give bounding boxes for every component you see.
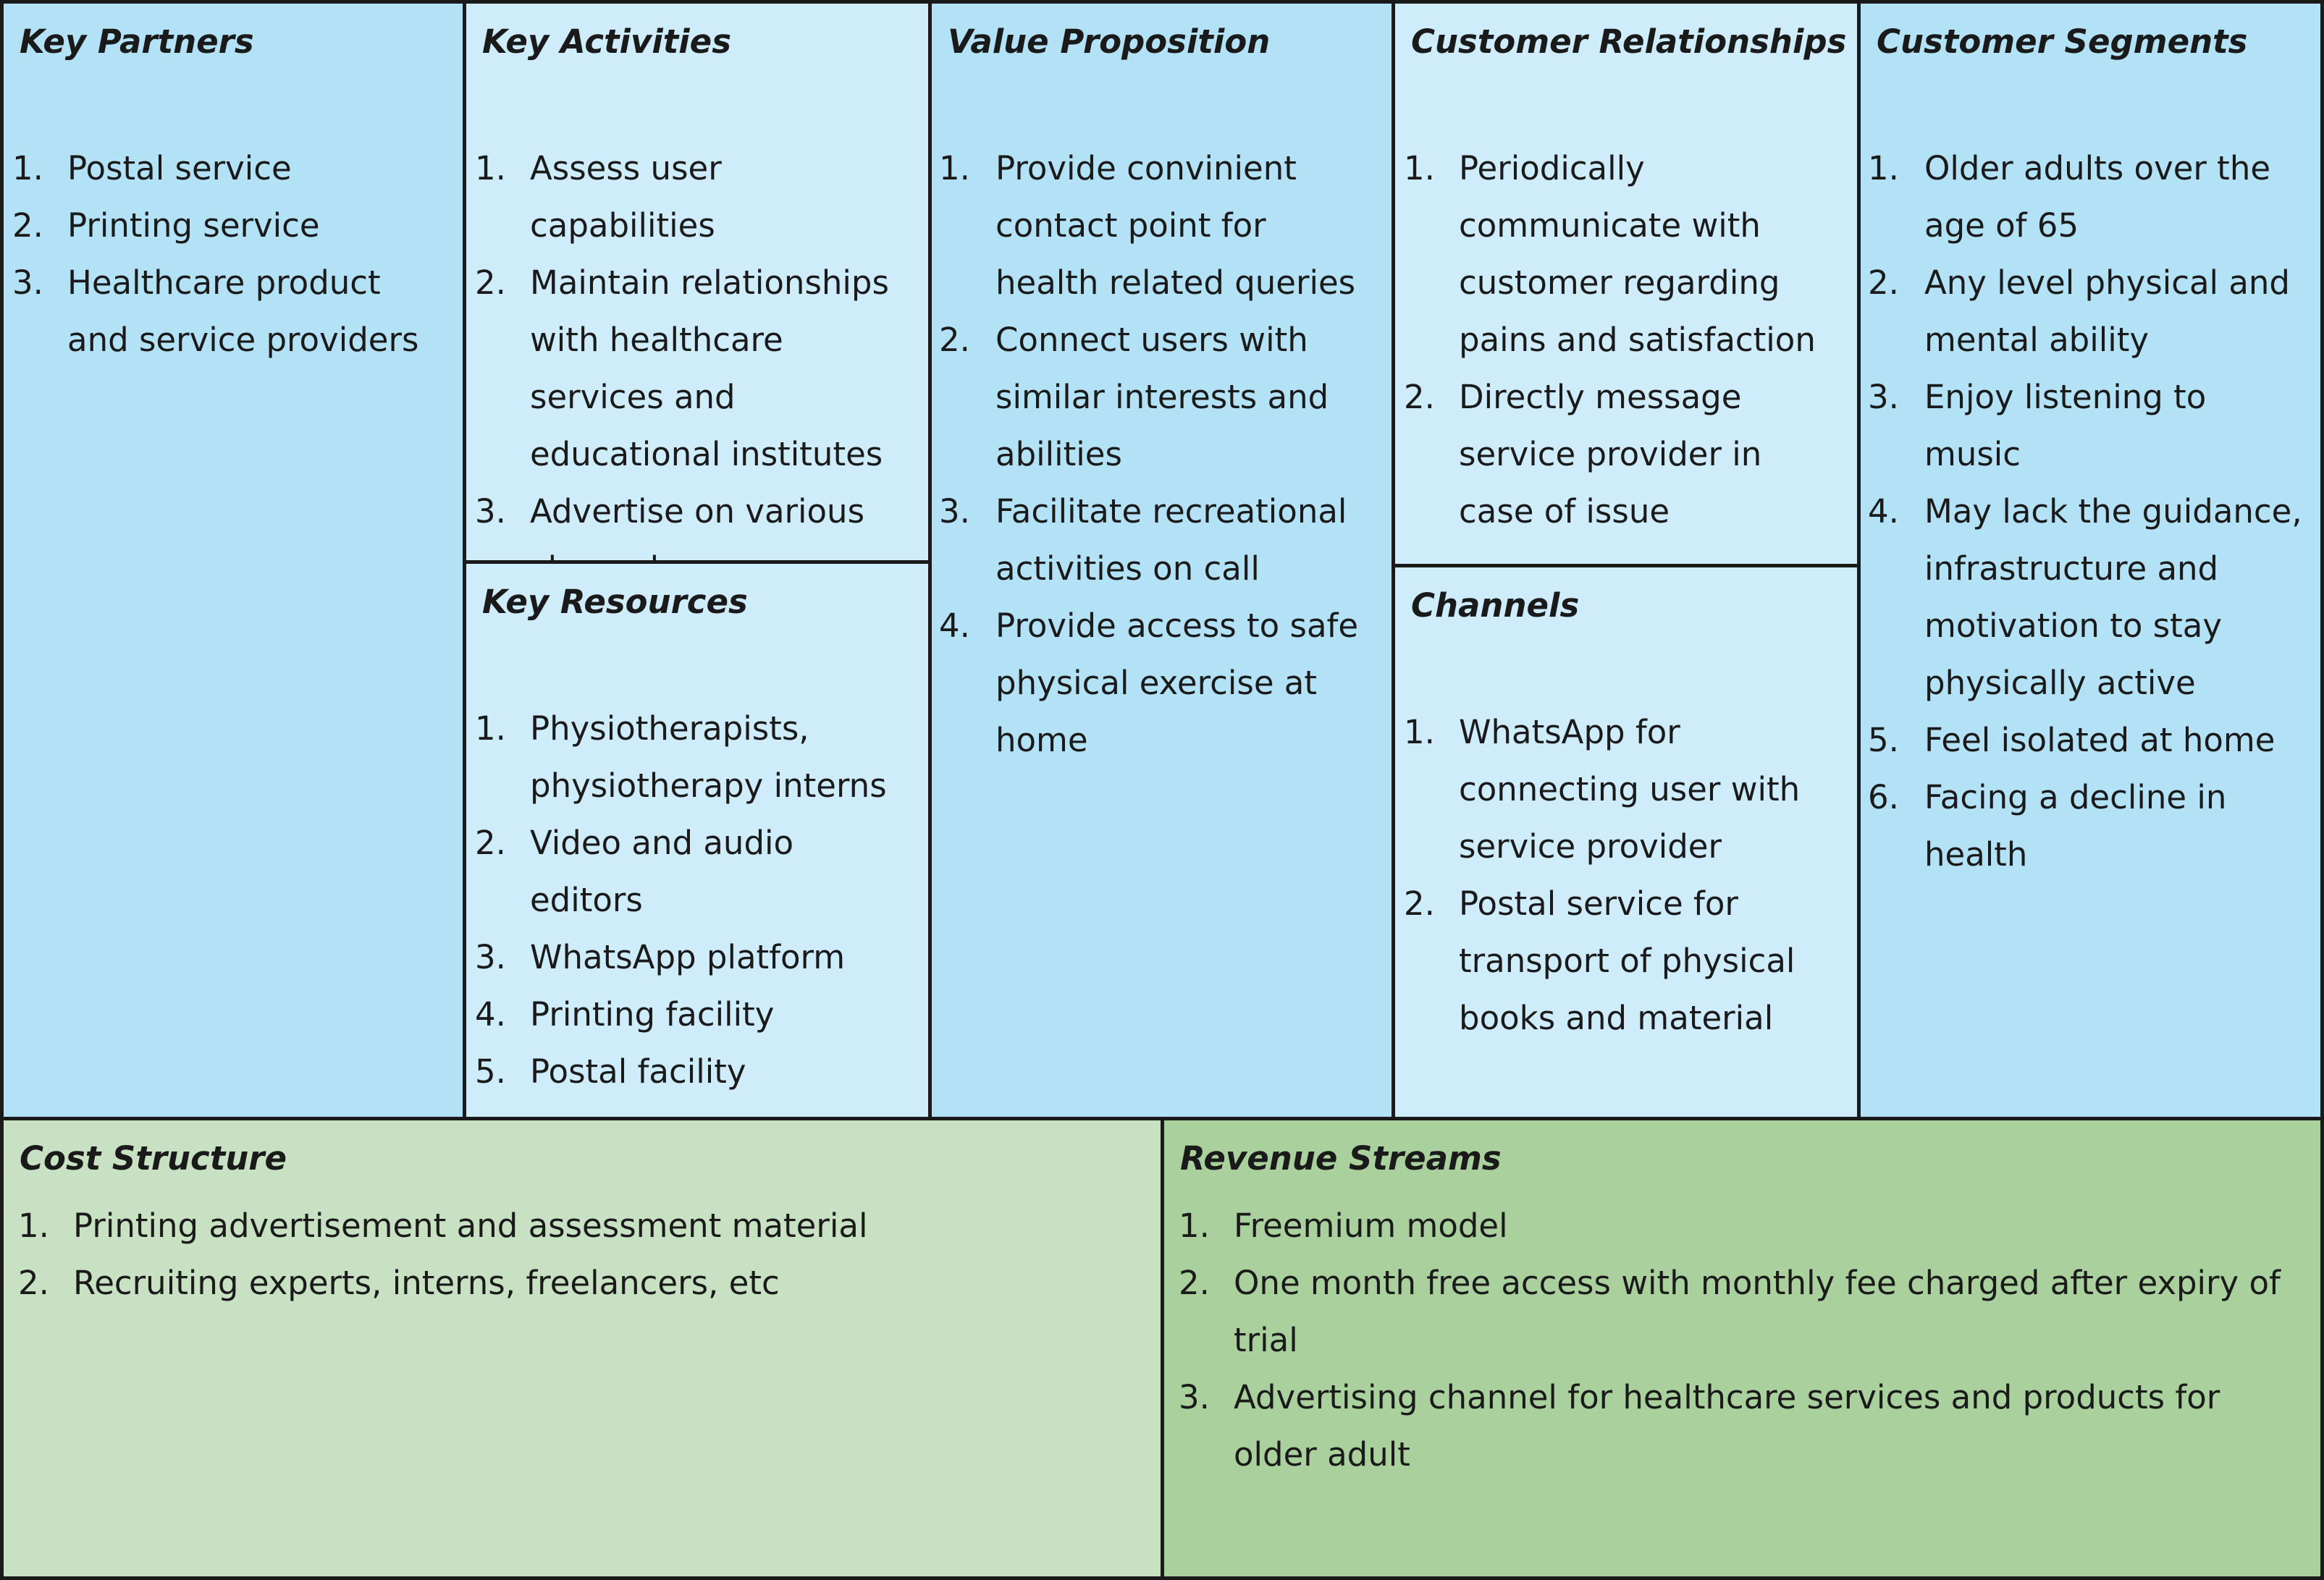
list-item xyxy=(475,929,912,986)
list-item xyxy=(939,483,1376,597)
key-activities-block xyxy=(463,0,932,564)
key-partners-block xyxy=(0,0,466,1120)
item-text: Printing facility xyxy=(530,995,775,1034)
item-text: Postal service for transport of physical books and material xyxy=(1459,884,1795,1037)
item-text: Connect users with similar interests and abilities xyxy=(995,321,1329,473)
list-item xyxy=(1404,140,1841,368)
item-text: Freemium model xyxy=(1234,1207,1508,1245)
item-number: 1. xyxy=(1404,713,1435,751)
item-number: 2. xyxy=(475,263,506,302)
item-number: 3. xyxy=(1179,1378,1210,1416)
item-number: 2. xyxy=(18,1264,49,1302)
item-number: 3. xyxy=(475,492,506,531)
item-text: One month free access with monthly fee charged after expiry of trial xyxy=(1234,1264,2281,1359)
item-number: 4. xyxy=(939,607,970,645)
customer-segments-title: Customer Segments xyxy=(1877,22,2248,61)
list-item xyxy=(1180,1197,2304,1254)
item-number: 5. xyxy=(1868,721,1899,759)
key-activities-title: Key Activities xyxy=(482,22,731,61)
item-number: 3. xyxy=(475,938,506,976)
list-item xyxy=(1404,368,1841,540)
list-item xyxy=(12,140,447,197)
key-resources-block xyxy=(463,560,932,1120)
key-resources-list xyxy=(475,700,912,1100)
item-number: 1. xyxy=(939,149,970,187)
item-number: 1. xyxy=(1179,1207,1210,1245)
key-activities-list xyxy=(475,140,912,597)
list-item xyxy=(1404,875,1841,1047)
item-text: Maintain relationships with healthcare services and educational institutes xyxy=(530,263,889,473)
item-text: Printing advertisement and assessment material xyxy=(73,1207,868,1245)
list-item xyxy=(20,1197,1145,1254)
list-item xyxy=(20,1254,1145,1311)
list-item xyxy=(1180,1369,2304,1483)
list-item xyxy=(12,254,447,368)
item-number: 2. xyxy=(1179,1264,1210,1302)
item-text: May lack the guidance, infrastructure and motivation to stay physically active xyxy=(1924,492,2302,702)
item-text: WhatsApp platform xyxy=(530,938,846,976)
item-number: 2. xyxy=(1404,884,1435,923)
item-number: 1. xyxy=(12,149,43,187)
item-number: 1. xyxy=(475,709,506,748)
item-text: Directly message service provider in case of issue xyxy=(1459,378,1762,531)
item-number: 2. xyxy=(1404,378,1435,416)
revenue-streams-list xyxy=(1180,1197,2304,1483)
item-number: 4. xyxy=(475,995,506,1034)
item-number: 2. xyxy=(1868,263,1899,302)
list-item xyxy=(939,311,1376,483)
item-text: Facing a decline in health xyxy=(1924,778,2227,874)
cost-structure-title: Cost Structure xyxy=(20,1139,287,1178)
customer-relationships-title: Customer Relationships xyxy=(1411,22,1847,61)
cost-structure-block xyxy=(0,1117,1164,1580)
list-item xyxy=(1868,254,2304,368)
item-text: Video and audio editors xyxy=(530,824,794,919)
list-item xyxy=(475,254,912,483)
item-number: 1. xyxy=(1404,149,1435,187)
key-partners-list xyxy=(12,140,447,368)
list-item xyxy=(1868,483,2304,711)
item-text: Enjoy listening to music xyxy=(1924,378,2207,473)
list-item xyxy=(1868,140,2304,254)
list-item xyxy=(939,140,1376,311)
list-item xyxy=(475,700,912,814)
item-number: 1. xyxy=(1868,149,1899,187)
item-text: Postal service xyxy=(67,149,292,187)
revenue-streams-title: Revenue Streams xyxy=(1180,1139,1502,1178)
list-item xyxy=(939,597,1376,769)
item-number: 3. xyxy=(1868,378,1899,416)
item-text: Printing service xyxy=(67,206,320,245)
cost-structure-list xyxy=(20,1197,1145,1311)
key-partners-title: Key Partners xyxy=(20,22,254,61)
item-number: 2. xyxy=(475,824,506,862)
list-item xyxy=(475,140,912,254)
item-number: 2. xyxy=(12,206,43,245)
key-resources-title: Key Resources xyxy=(482,583,748,621)
channels-block xyxy=(1392,564,1861,1120)
value-proposition-list xyxy=(939,140,1376,769)
channels-title: Channels xyxy=(1411,586,1580,625)
item-text: Older adults over the age of 65 xyxy=(1924,149,2271,245)
customer-segments-block xyxy=(1857,0,2324,1120)
item-text: Any level physical and mental ability xyxy=(1924,263,2290,359)
list-item xyxy=(1404,704,1841,875)
item-text: Advertise on various xyxy=(530,492,865,531)
list-item xyxy=(1868,769,2304,883)
item-number: 5. xyxy=(475,1052,506,1091)
item-number: 1. xyxy=(18,1207,49,1245)
item-text: Postal facility xyxy=(530,1052,746,1091)
item-number: 3. xyxy=(939,492,970,531)
item-text: Physiotherapists, physiotherapy interns xyxy=(530,709,887,805)
list-item xyxy=(475,814,912,929)
item-text: Healthcare product and service providers xyxy=(67,263,419,359)
value-proposition-block xyxy=(928,0,1395,1120)
customer-relationships-block xyxy=(1392,0,1861,567)
item-number: 4. xyxy=(1868,492,1899,531)
revenue-streams-block xyxy=(1161,1117,2324,1580)
value-proposition-title: Value Proposition xyxy=(948,22,1271,61)
list-item xyxy=(12,197,447,254)
item-text: Recruiting experts, interns, freelancers, etc xyxy=(73,1264,780,1302)
customer-relationships-list xyxy=(1404,140,1841,540)
customer-segments-list xyxy=(1868,140,2304,883)
item-text: Facilitate recreational activities on call xyxy=(995,492,1347,588)
item-text: WhatsApp for connecting user with service provider xyxy=(1459,713,1801,866)
item-text: Provide convinient contact point for health related queries xyxy=(995,149,1356,302)
item-text: Assess user capabilities xyxy=(530,149,722,245)
item-number: 3. xyxy=(12,263,43,302)
item-text: Periodically communicate with customer regarding pains and satisfaction xyxy=(1459,149,1816,359)
list-item xyxy=(475,1043,912,1100)
list-item xyxy=(1868,711,2304,769)
list-item xyxy=(1868,368,2304,483)
item-number: 2. xyxy=(939,321,970,359)
list-item xyxy=(1180,1254,2304,1369)
item-text: Advertising channel for healthcare services and products for older adult xyxy=(1234,1378,2220,1474)
channels-list xyxy=(1404,704,1841,1047)
list-item xyxy=(475,986,912,1043)
item-text: Feel isolated at home xyxy=(1924,721,2275,759)
item-number: 1. xyxy=(475,149,506,187)
item-number: 6. xyxy=(1868,778,1899,816)
item-text: Provide access to safe physical exercise at home xyxy=(995,607,1359,759)
